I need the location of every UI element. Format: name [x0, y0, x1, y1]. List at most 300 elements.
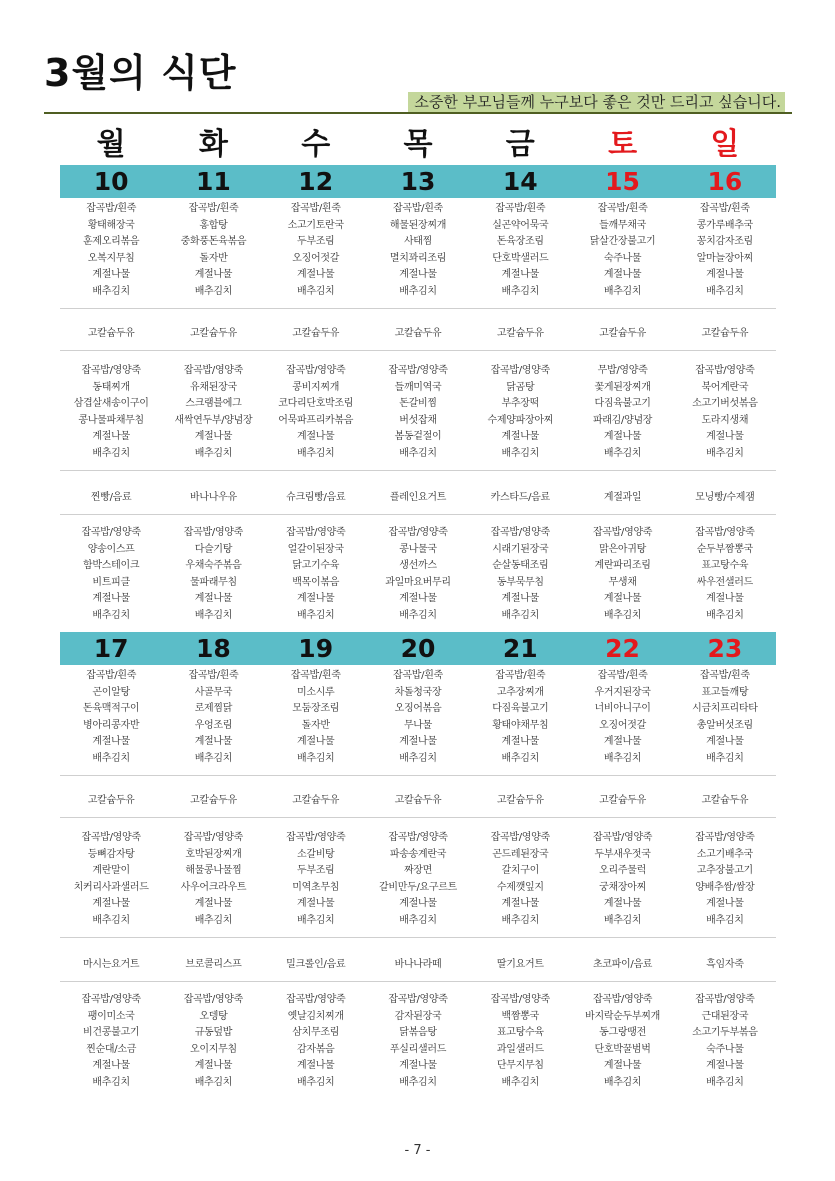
- menu-item: 배추김치: [501, 1076, 539, 1088]
- menu-item: 배추김치: [92, 285, 130, 297]
- menu-item: 고추장불고기: [696, 865, 753, 876]
- menu-item: 잡곡밥/영양죽: [695, 365, 755, 376]
- menu-item: 계절나물: [603, 898, 642, 909]
- menu-cell: [162, 201, 264, 300]
- menu-item: 잡곡밥/흰죽: [699, 203, 750, 214]
- menu-item: 콩나물국: [399, 543, 437, 555]
- weekday-label: 수: [301, 127, 331, 162]
- menu-item: 우거지된장국: [594, 686, 651, 698]
- menu-item: 오복지무침: [87, 252, 135, 264]
- menu-item: 배추김치: [296, 1076, 335, 1088]
- menu-item: 시금치프리타타: [692, 703, 758, 714]
- menu-item: 잡곡밥/영양죽: [592, 994, 653, 1005]
- menu-item: 소고기토란국: [287, 219, 344, 231]
- menu-item: 계절나물: [399, 1060, 437, 1071]
- menu-item: 잡곡밥/영양죽: [183, 832, 244, 843]
- menu-item: 해물콩나물찜: [185, 865, 242, 876]
- menu-item: 계절나물: [296, 736, 335, 747]
- menu-cell: [60, 668, 162, 767]
- menu-item: 양송이스프: [87, 543, 135, 555]
- menu-cell: [265, 668, 367, 767]
- menu-item: 배추김치: [194, 1076, 233, 1088]
- menu-item: 동그랑땡전: [599, 1027, 646, 1038]
- menu-item: 표고탕수육: [496, 1027, 544, 1038]
- snack-item: 고칼슘두유: [190, 795, 237, 806]
- menu-item: 콩나물파채무침: [78, 414, 144, 426]
- menu-item: 두부새우젓국: [594, 848, 651, 860]
- menu-item: 계절나물: [194, 898, 233, 909]
- menu-cell: [367, 201, 469, 300]
- menu-item: 호박된장찌개: [185, 848, 242, 860]
- menu-item: 꽃게된장찌개: [594, 381, 651, 393]
- menu-cell: [674, 830, 776, 929]
- menu-item: 사골무국: [194, 686, 233, 698]
- menu-item: 잡곡밥/영양죽: [183, 527, 244, 538]
- menu-item: 계절나물: [501, 431, 539, 442]
- menu-item: 잡곡밥/영양죽: [81, 994, 141, 1005]
- menu-item: 계절나물: [296, 593, 335, 604]
- menu-cell: [469, 525, 571, 624]
- snack-item: 바나나우유: [190, 492, 237, 503]
- menu-item: 계절나물: [603, 736, 642, 747]
- menu-item: 계절나물: [706, 431, 744, 442]
- menu-cell: [367, 992, 469, 1091]
- menu-item: 잡곡밥/흰죽: [188, 203, 239, 214]
- slogan-banner: 소중한 부모님들께 누구보다 좋은 것만 드리고 싶습니다.: [408, 92, 785, 112]
- weekday-label: 토: [608, 127, 638, 162]
- menu-item: 닭살간장불고기: [589, 236, 656, 247]
- menu-item: 미소시루: [296, 686, 335, 698]
- menu-item: 꽁치감자조림: [696, 236, 753, 247]
- breakfast-row: [60, 668, 776, 767]
- menu-item: 찐순대/소금: [86, 1043, 137, 1055]
- menu-item: 배추김치: [92, 752, 130, 764]
- snack-item: 고칼슘두유: [701, 328, 749, 339]
- snack-item: 바나나라떼: [394, 959, 442, 970]
- menu-cell: [571, 992, 673, 1091]
- menu-item: 잡곡밥/영양죽: [490, 365, 550, 376]
- menu-item: 홍합탕: [199, 219, 228, 231]
- menu-item: 배추김치: [399, 752, 437, 764]
- menu-item: 다짐육불고기: [492, 703, 549, 714]
- menu-item: 계절나물: [706, 898, 744, 909]
- menu-item: 돈갈비찜: [399, 398, 437, 409]
- menu-item: 코다리단호박조림: [278, 398, 354, 409]
- menu-item: 배추김치: [603, 1076, 642, 1088]
- menu-item: 잡곡밥/영양죽: [695, 832, 755, 843]
- menu-item: 배추김치: [501, 752, 539, 764]
- menu-item: 잡곡밥/흰죽: [495, 670, 546, 681]
- menu-item: 잡곡밥/영양죽: [695, 994, 755, 1005]
- menu-item: 숙주나물: [603, 252, 642, 264]
- menu-item: 멸치꽈리조림: [389, 252, 447, 264]
- menu-cell: [367, 363, 469, 462]
- menu-cell: [162, 668, 264, 767]
- snack2-row: [60, 488, 776, 503]
- row-divider: [60, 350, 776, 351]
- menu-item: 부추장떡: [501, 398, 539, 409]
- menu-item: 계절나물: [706, 593, 744, 604]
- menu-item: 고추장찌개: [496, 686, 544, 698]
- menu-item: 황태해장국: [87, 219, 135, 231]
- menu-item: 과일샐러드: [496, 1043, 544, 1055]
- menu-item: 돌자반: [199, 252, 228, 264]
- menu-item: 계절나물: [296, 1060, 335, 1071]
- menu-item: 잡곡밥/영양죽: [183, 365, 244, 376]
- snack2-row: [60, 955, 776, 970]
- menu-item: 계절나물: [399, 736, 437, 747]
- menu-item: 배추김치: [194, 447, 233, 459]
- menu-cell: [469, 201, 571, 300]
- menu-item: 동부묵무침: [496, 576, 544, 588]
- menu-item: 근대된장국: [701, 1010, 749, 1022]
- row-divider: [60, 817, 776, 818]
- menu-cell: [265, 201, 367, 300]
- menu-item: 잡곡밥/영양죽: [592, 832, 653, 843]
- snack1-row: [60, 791, 776, 806]
- menu-item: 배추김치: [194, 285, 233, 297]
- menu-item: 단호박샐러드: [492, 252, 549, 264]
- menu-item: 잡곡밥/흰죽: [597, 203, 648, 214]
- menu-item: 닭고기수육: [292, 560, 340, 571]
- lunch-row: [60, 363, 776, 462]
- menu-item: 파래김/양념장: [592, 414, 653, 426]
- menu-cell: [60, 201, 162, 300]
- date-number: 14: [502, 167, 538, 196]
- menu-item: 삼치무조림: [292, 1027, 340, 1038]
- menu-item: 오징어젓갈: [292, 252, 340, 264]
- menu-cell: [60, 363, 162, 462]
- menu-item: 잡곡밥/영양죽: [388, 527, 448, 538]
- menu-item: 차돌청국장: [394, 686, 442, 698]
- menu-item: 중화풍돈육볶음: [180, 236, 247, 247]
- menu-item: 갈비만두/요구르트: [379, 881, 457, 893]
- menu-item: 소고기배추국: [696, 848, 753, 860]
- menu-item: 계란말이: [92, 865, 130, 876]
- menu-item: 배추김치: [296, 914, 335, 926]
- snack-item: 고칼슘두유: [496, 795, 544, 806]
- menu-item: 동태찌개: [92, 381, 130, 393]
- menu-item: 곤이알탕: [92, 686, 130, 698]
- menu-item: 갈치구이: [501, 865, 539, 876]
- menu-item: 팽이미소국: [87, 1010, 135, 1022]
- menu-item: 병아리콩자반: [83, 719, 140, 731]
- menu-item: 배추김치: [296, 609, 335, 621]
- menu-item: 배추김치: [92, 1076, 130, 1088]
- menu-item: 계절나물: [501, 269, 539, 280]
- menu-cell: [674, 668, 776, 767]
- menu-item: 배추김치: [194, 914, 233, 926]
- snack-item: 슈크림빵/음료: [286, 492, 346, 503]
- menu-item: 규동덮밥: [194, 1027, 233, 1038]
- snack-item: 고칼슘두유: [87, 328, 135, 339]
- menu-item: 치커리사과샐러드: [73, 881, 149, 893]
- menu-item: 잡곡밥/영양죽: [592, 527, 653, 538]
- menu-item: 계절나물: [501, 593, 539, 604]
- page-title: 3월의 식단: [44, 51, 237, 95]
- menu-item: 너비아니구이: [594, 703, 651, 714]
- menu-item: 다슬기탕: [194, 543, 233, 555]
- menu-item: 두부조림: [296, 236, 335, 247]
- lunch-row: [60, 830, 776, 929]
- snack-item: 고칼슘두유: [599, 328, 646, 339]
- menu-item: 배추김치: [399, 447, 437, 459]
- snack-item: 초코파이/음료: [592, 959, 653, 970]
- menu-item: 들깨미역국: [394, 381, 442, 393]
- snack-item: 브로콜리스프: [185, 959, 242, 970]
- menu-item: 백짬뽕국: [501, 1010, 539, 1022]
- menu-item: 배추김치: [194, 609, 233, 621]
- menu-item: 두부조림: [296, 865, 335, 876]
- menu-item: 배추김치: [706, 752, 744, 764]
- menu-cell: [60, 992, 162, 1091]
- menu-item: 배추김치: [706, 447, 744, 459]
- menu-item: 돈육맥적구이: [83, 703, 140, 714]
- menu-item: 훈제오리볶음: [83, 236, 140, 247]
- menu-item: 잡곡밥/흰죽: [597, 670, 648, 681]
- menu-item: 짜장면: [403, 865, 433, 876]
- menu-item: 배추김치: [706, 609, 744, 621]
- menu-item: 옛날김치찌개: [287, 1010, 344, 1022]
- menu-item: 잡곡밥/흰죽: [188, 670, 239, 681]
- menu-item: 돌자반: [301, 719, 330, 731]
- menu-item: 계절나물: [92, 431, 130, 442]
- menu-item: 배추김치: [603, 609, 642, 621]
- menu-item: 계절나물: [92, 593, 130, 604]
- menu-item: 소고기두부볶음: [692, 1027, 758, 1038]
- menu-item: 잡곡밥/흰죽: [86, 203, 137, 214]
- menu-cell: [571, 525, 673, 624]
- menu-item: 배추김치: [399, 285, 437, 297]
- menu-item: 시래기된장국: [492, 543, 549, 555]
- menu-item: 맑은아귀탕: [599, 543, 646, 555]
- row-divider: [60, 308, 776, 309]
- menu-item: 사태찜: [403, 236, 433, 247]
- menu-item: 스크램블에그: [185, 398, 242, 409]
- menu-item: 바지락순두부찌개: [585, 1010, 660, 1022]
- menu-item: 새싹연두부/양념장: [174, 414, 253, 426]
- menu-item: 싸우전샐러드: [696, 576, 753, 588]
- menu-item: 배추김치: [501, 285, 539, 297]
- menu-item: 푸실리샐러드: [389, 1043, 447, 1055]
- date-number: 20: [400, 634, 436, 663]
- snack-item: 고칼슘두유: [87, 795, 135, 806]
- menu-item: 잡곡밥/영양죽: [286, 527, 346, 538]
- menu-cell: [674, 525, 776, 624]
- menu-item: 콩가루배추국: [696, 219, 753, 231]
- menu-cell: [571, 668, 673, 767]
- menu-item: 황태야채무침: [492, 719, 549, 731]
- menu-item: 소갈비탕: [296, 848, 335, 860]
- menu-item: 로제찜닭: [194, 703, 233, 714]
- date-number: 10: [93, 167, 129, 196]
- menu-item: 잡곡밥/영양죽: [490, 994, 550, 1005]
- menu-item: 과일마요버무리: [385, 576, 451, 588]
- menu-item: 계절나물: [92, 269, 130, 280]
- menu-cell: [367, 830, 469, 929]
- menu-item: 총알버섯조림: [696, 719, 753, 731]
- menu-cell: [265, 363, 367, 462]
- menu-item: 잡곡밥/영양죽: [286, 994, 346, 1005]
- menu-cell: [162, 525, 264, 624]
- menu-cell: [571, 830, 673, 929]
- snack-item: 카스타드/음료: [490, 492, 550, 503]
- menu-item: 계절나물: [399, 593, 437, 604]
- menu-item: 계절나물: [603, 431, 642, 442]
- menu-item: 물파래무침: [190, 576, 237, 588]
- menu-item: 배추김치: [92, 914, 130, 926]
- snack-item: 고칼슘두유: [701, 795, 749, 806]
- menu-item: 계절나물: [603, 269, 642, 280]
- menu-item: 순두부짬뽕국: [696, 543, 753, 555]
- menu-cell: [469, 830, 571, 929]
- snack-item: 고칼슘두유: [292, 328, 340, 339]
- menu-item: 백목이볶음: [292, 576, 340, 588]
- menu-item: 잡곡밥/흰죽: [290, 203, 341, 214]
- menu-item: 오리주물럭: [599, 865, 646, 876]
- weekday-label: 월: [96, 127, 126, 162]
- menu-item: 잡곡밥/영양죽: [695, 527, 755, 538]
- date-number: 15: [605, 167, 640, 196]
- menu-item: 계절나물: [296, 269, 335, 280]
- menu-item: 계절나물: [501, 736, 539, 747]
- snack-item: 고칼슘두유: [292, 795, 340, 806]
- menu-item: 잡곡밥/영양죽: [81, 527, 141, 538]
- title-underline: [44, 112, 792, 114]
- menu-item: 돈육장조림: [496, 236, 544, 247]
- menu-item: 얼갈이된장국: [287, 543, 344, 555]
- snack-item: 플레인요거트: [389, 492, 447, 503]
- menu-item: 순살동태조림: [492, 560, 549, 571]
- date-number: 23: [707, 634, 743, 663]
- menu-item: 배추김치: [194, 752, 233, 764]
- menu-cell: [469, 992, 571, 1091]
- menu-item: 배추김치: [399, 1076, 437, 1088]
- menu-item: 오뎅탕: [199, 1010, 228, 1022]
- menu-item: 감자된장국: [394, 1010, 442, 1022]
- menu-cell: [60, 830, 162, 929]
- menu-item: 버섯잡채: [399, 414, 437, 426]
- menu-cell: [571, 201, 673, 300]
- menu-item: 파송송계란국: [389, 848, 447, 860]
- menu-item: 삼겹살새송이구이: [73, 398, 149, 409]
- menu-item: 도라지생채: [701, 414, 749, 426]
- date-number: 13: [400, 167, 436, 196]
- menu-item: 배추김치: [501, 914, 539, 926]
- menu-item: 무나물: [403, 719, 433, 731]
- menu-item: 배추김치: [706, 1076, 744, 1088]
- menu-item: 소고기버섯볶음: [692, 398, 758, 409]
- menu-item: 계절나물: [194, 269, 233, 280]
- date-band: [60, 165, 776, 198]
- menu-item: 배추김치: [296, 447, 335, 459]
- menu-item: 잡곡밥/영양죽: [388, 365, 448, 376]
- menu-item: 계절나물: [706, 736, 744, 747]
- menu-item: 잡곡밥/흰죽: [393, 670, 443, 681]
- menu-item: 계절나물: [706, 269, 744, 280]
- menu-item: 잡곡밥/영양죽: [286, 365, 346, 376]
- weekday-label: 목: [403, 127, 433, 162]
- menu-cell: [265, 525, 367, 624]
- menu-item: 잡곡밥/영양죽: [388, 994, 448, 1005]
- row-divider: [60, 470, 776, 471]
- menu-item: 해물된장찌개: [389, 219, 447, 231]
- weekday-label: 일: [710, 127, 740, 162]
- menu-item: 배추김치: [501, 447, 539, 459]
- menu-item: 계절나물: [296, 431, 335, 442]
- snack-item: 고칼슘두유: [599, 795, 646, 806]
- menu-item: 잡곡밥/영양죽: [81, 365, 141, 376]
- menu-item: 우엉조림: [194, 719, 233, 731]
- menu-item: 무생채: [608, 576, 637, 588]
- menu-item: 배추김치: [501, 609, 539, 621]
- row-divider: [60, 937, 776, 938]
- menu-item: 배추김치: [603, 447, 642, 459]
- menu-item: 표고탕수육: [701, 560, 749, 571]
- menu-item: 잡곡밥/영양죽: [490, 832, 550, 843]
- date-number: 16: [707, 167, 743, 196]
- menu-item: 들깨무채국: [599, 219, 646, 231]
- menu-item: 계절나물: [603, 593, 642, 604]
- snack-item: 딸기요거트: [496, 959, 544, 970]
- menu-cell: [162, 992, 264, 1091]
- snack1-row: [60, 324, 776, 339]
- menu-item: 계절나물: [194, 593, 233, 604]
- menu-item: 북어계란국: [701, 381, 749, 393]
- menu-item: 계절나물: [501, 898, 539, 909]
- menu-item: 단호박꿀범벅: [594, 1043, 651, 1055]
- menu-item: 잡곡밥/흰죽: [393, 203, 443, 214]
- dinner-row: [60, 525, 776, 624]
- menu-item: 콩비지찌개: [292, 381, 340, 393]
- menu-item: 계절나물: [194, 431, 233, 442]
- menu-item: 사우어크라우트: [180, 881, 247, 893]
- snack-item: 찐빵/음료: [90, 492, 132, 503]
- menu-item: 오이지무침: [190, 1043, 237, 1055]
- menu-item: 감자볶음: [296, 1043, 335, 1055]
- menu-cell: [162, 830, 264, 929]
- date-number: 21: [502, 634, 538, 663]
- menu-item: 궁채장아찌: [599, 881, 646, 893]
- date-number: 17: [93, 634, 129, 663]
- menu-item: 비트피클: [92, 576, 130, 588]
- menu-item: 잡곡밥/흰죽: [290, 670, 341, 681]
- menu-item: 오징어젓갈: [599, 719, 646, 731]
- menu-cell: [469, 668, 571, 767]
- menu-item: 계절나물: [399, 898, 437, 909]
- menu-item: 다짐육불고기: [594, 398, 651, 409]
- menu-item: 잡곡밥/영양죽: [183, 994, 244, 1005]
- menu-item: 등뼈감자탕: [87, 848, 135, 860]
- menu-item: 곤드레된장국: [492, 848, 549, 860]
- menu-item: 모둠장조림: [292, 703, 340, 714]
- menu-cell: [162, 363, 264, 462]
- menu-item: 닭곰탕: [506, 381, 535, 393]
- menu-item: 함박스테이크: [83, 560, 140, 571]
- date-number: 11: [196, 167, 231, 196]
- menu-item: 계절나물: [706, 1060, 744, 1071]
- menu-item: 계란파리조림: [594, 560, 651, 571]
- menu-item: 계절나물: [194, 1060, 233, 1071]
- menu-item: 배추김치: [706, 914, 744, 926]
- snack-item: 모닝빵/수제잼: [695, 492, 755, 503]
- snack-item: 마시는요거트: [83, 959, 140, 970]
- snack-item: 고칼슘두유: [394, 795, 442, 806]
- menu-item: 계절나물: [92, 1060, 130, 1071]
- menu-item: 잡곡밥/흰죽: [699, 670, 750, 681]
- snack-item: 고칼슘두유: [394, 328, 442, 339]
- menu-item: 잡곡밥/영양죽: [286, 832, 346, 843]
